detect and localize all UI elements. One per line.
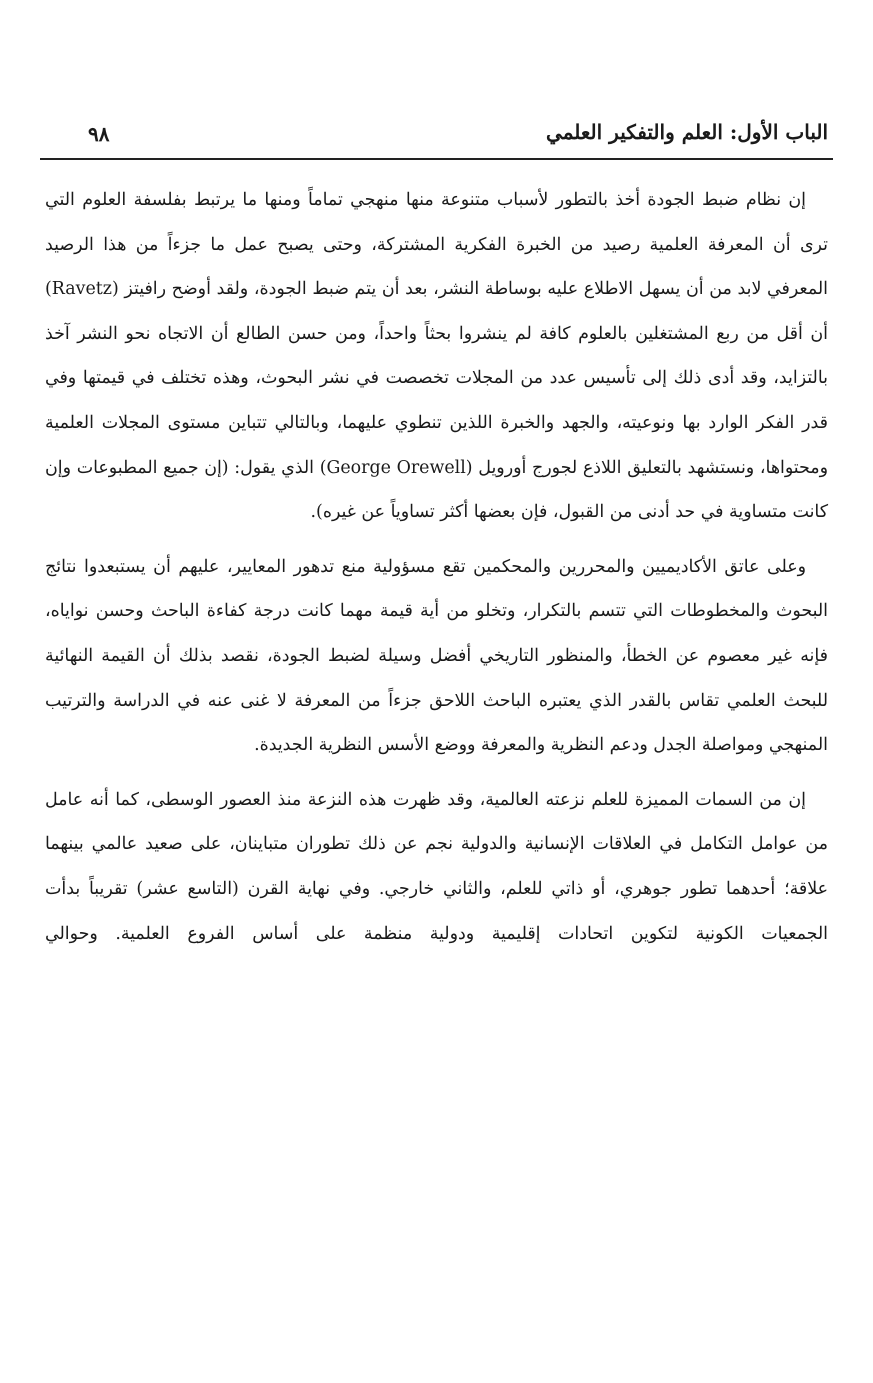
paragraph-quality-control: إن نظام ضبط الجودة أخذ بالتطور لأسباب متنوعة منها منهجي تماماً ومنها ما يرتبط بفلسفة العلوم التي ترى أن المعرفة العلمية رصيد من الخبرة الفكرية المشتركة، وحتى يصبح عمل ما جزءاً من هذا الرصيد المعرفي لابد من أن يسهل الاطلاع عليه بوساطة النشر، بعد أن يتم ضبط الجودة، ولقد أوضح رافيتز (Ravetz) أن أقل من ربع المشتغلين بالعلوم كافة لم ينشروا بحثاً واحداً، ومن حسن الطالع أن الاتجاه نحو النشر آخذ بالتزايد، وقد أدى ذلك إلى تأسيس عدد من المجلات تخصصت في نشر البحوث، وهذه تختلف في قيمتها وفي قدر الفكر الوارد بها ونوعيته، والجهد والخبرة اللذين تنطوي عليهما، وبالتالي تتباين مستوى المجلات العلمية ومحتواها، ونستشهد بالتعليق اللاذع لجورج أورويل (George Orewell) الذي يقول: (إن جميع المطبوعات وإن كانت متساوية في حد أدنى من القبول، فإن بعضها أكثر تساوياً عن غيره). xyxy=(45,190,828,523)
chapter-title: الباب الأول: العلم والتفكير العلمي xyxy=(546,120,828,144)
paragraph-universal-science: إن من السمات المميزة للعلم نزعته العالمية، وقد ظهرت هذه النزعة منذ العصور الوسطى، كما أنه عامل من عوامل التكامل في العلاقات الإنسانية والدولية نجم عن ذلك تطوران متباينان، على صعيد عالمي بينهما علاقة؛ أحدهما تطور جوهري، أو ذاتي للعلم، والثاني خارجي. وفي نهاية القرن (التاسع عشر) تقريباً بدأت الجمعيات الكونية لتكوين اتحادات إقليمية ودولية منظمة على أساس الفروع العلمية. وحوالي xyxy=(45,789,828,944)
page-number: ٩٨ xyxy=(88,122,110,146)
header-rule xyxy=(40,158,833,160)
body-text xyxy=(45,178,828,966)
paragraph-academic-responsibility: وعلى عاتق الأكاديميين والمحررين والمحكمين تقع مسؤولية منع تدهور المعايير، عليهم أن يستبعدوا نتائج البحوث والمخطوطات التي تتسم بالتكرار، وتخلو من أية قيمة مهما كانت درجة كفاءة الباحث وحسن نواياه، فإنه غير معصوم عن الخطأ، والمنظور التاريخي أفضل وسيلة لضبط الجودة، نقصد بذلك أن القيمة النهائية للبحث العلمي تقاس بالقدر الذي يعتبره الباحث اللاحق جزءاً من المعرفة لا غنى عنه في الدراسة والترتيب المنهجي ومواصلة الجدل ودعم النظرية والمعرفة ووضع الأسس النظرية الجديدة. xyxy=(45,556,828,756)
running-header xyxy=(88,118,828,154)
